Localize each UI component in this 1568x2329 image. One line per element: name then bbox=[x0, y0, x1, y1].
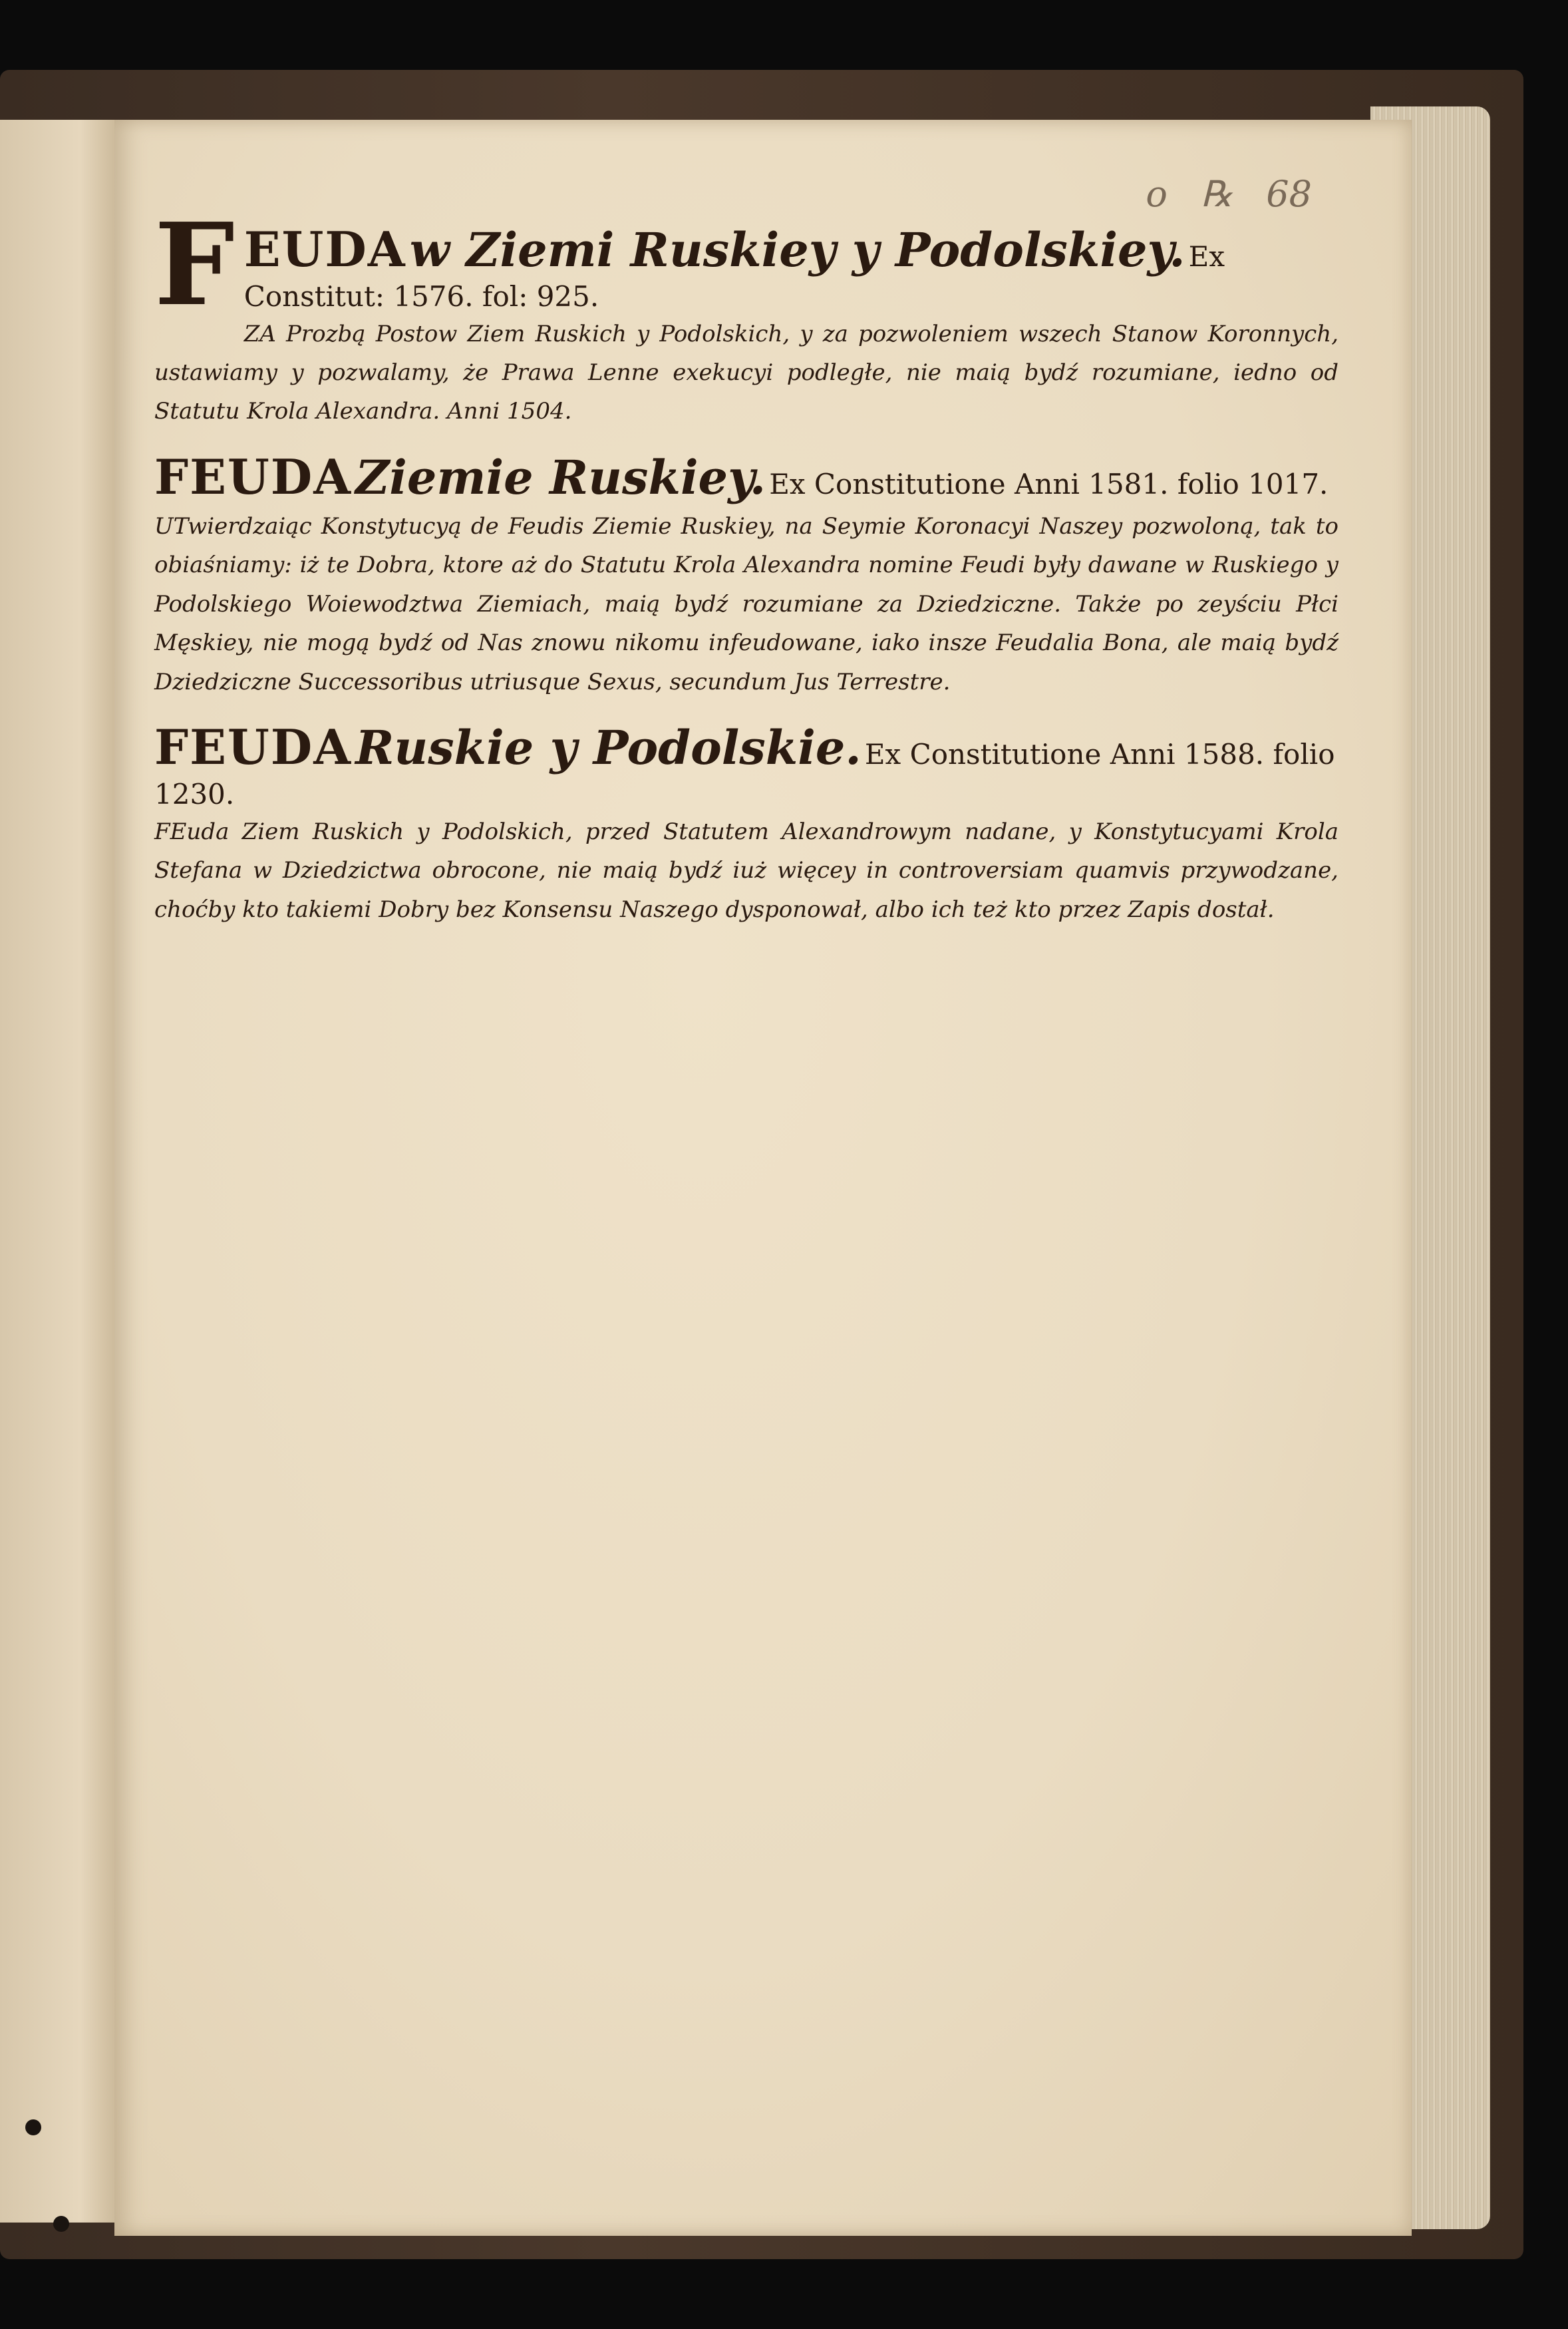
heading-title: Ziemie Ruskiey. bbox=[355, 449, 766, 505]
entry-body: ZA Prozbą Postow Ziem Ruskich y Podolskich, y za pozwoleniem wszech Stanow Koronnych, ustawiamy y pozwalamy, że Prawa Lenne exekucyi podległe, nie maią bydź rozumiane, iedno od Statutu Krola Alexandra. Anni 1504. bbox=[154, 320, 1338, 425]
entry-3 bbox=[154, 717, 1338, 929]
decorated-initial: F bbox=[154, 198, 235, 331]
left-facing-page bbox=[0, 120, 116, 2223]
folio-marks bbox=[1146, 173, 1312, 215]
entry-2 bbox=[154, 447, 1338, 701]
circle-mark: o bbox=[1146, 173, 1168, 215]
page-text bbox=[154, 198, 1338, 945]
entry-heading bbox=[154, 717, 1338, 812]
entry-1 bbox=[154, 198, 1338, 431]
entry-heading bbox=[154, 220, 1338, 315]
symbol-mark: ℞ bbox=[1200, 173, 1233, 215]
heading-word: EUDA bbox=[243, 221, 406, 277]
folio-number: 68 bbox=[1266, 173, 1312, 215]
binding-hole bbox=[53, 2216, 69, 2232]
binding-hole bbox=[25, 2119, 41, 2135]
heading-reference: Ex Constitut: 1576. fol: 925. bbox=[243, 240, 1225, 313]
heading-reference: Ex Constitutione Anni 1588. folio 1230. bbox=[154, 738, 1335, 811]
heading-title: w Ziemi Ruskiey y Podolskiey. bbox=[409, 222, 1185, 277]
heading-word: FEUDA bbox=[154, 719, 353, 776]
heading-reference: Ex Constitutione Anni 1581. folio 1017. bbox=[769, 467, 1329, 500]
heading-word: FEUDA bbox=[154, 448, 353, 505]
entry-body: UTwierdzaiąc Konstytucyą de Feudis Ziemie Ruskiey, na Seymie Koronacyi Naszey pozwoloną, tak to obiaśniamy: iż te Dobra, ktore aż do Statutu Krola Alexandra nomine Feudi były dawane w Ruskiego y Podolskiego Woiewodztwa Ziemiach, maią bydź rozumiane za Dziedziczne. Także po zeyściu Płci Męskiey, nie mogą bydź od Nas znowu nikomu infeudowane, iako insze Feudalia Bona, ale maią bydź Dziedziczne Successoribus utriusque Sexus, secundum Jus Terrestre. bbox=[154, 512, 1338, 695]
entry-heading bbox=[154, 447, 1338, 507]
manuscript-page bbox=[114, 120, 1412, 2236]
heading-title: Ruskie y Podolskie. bbox=[355, 720, 862, 776]
entry-body: FEuda Ziem Ruskich y Podolskich, przed Statutem Alexandrowym nadane, y Konstytucyami Krola Stefana w Dziedzictwa obrocone, nie maią bydź iuż więcey in controversiam quamvis przywodzane, choćby kto takiemi Dobry bez Konsensu Naszego dysponował, albo ich też kto przez Zapis dostał. bbox=[154, 818, 1338, 923]
